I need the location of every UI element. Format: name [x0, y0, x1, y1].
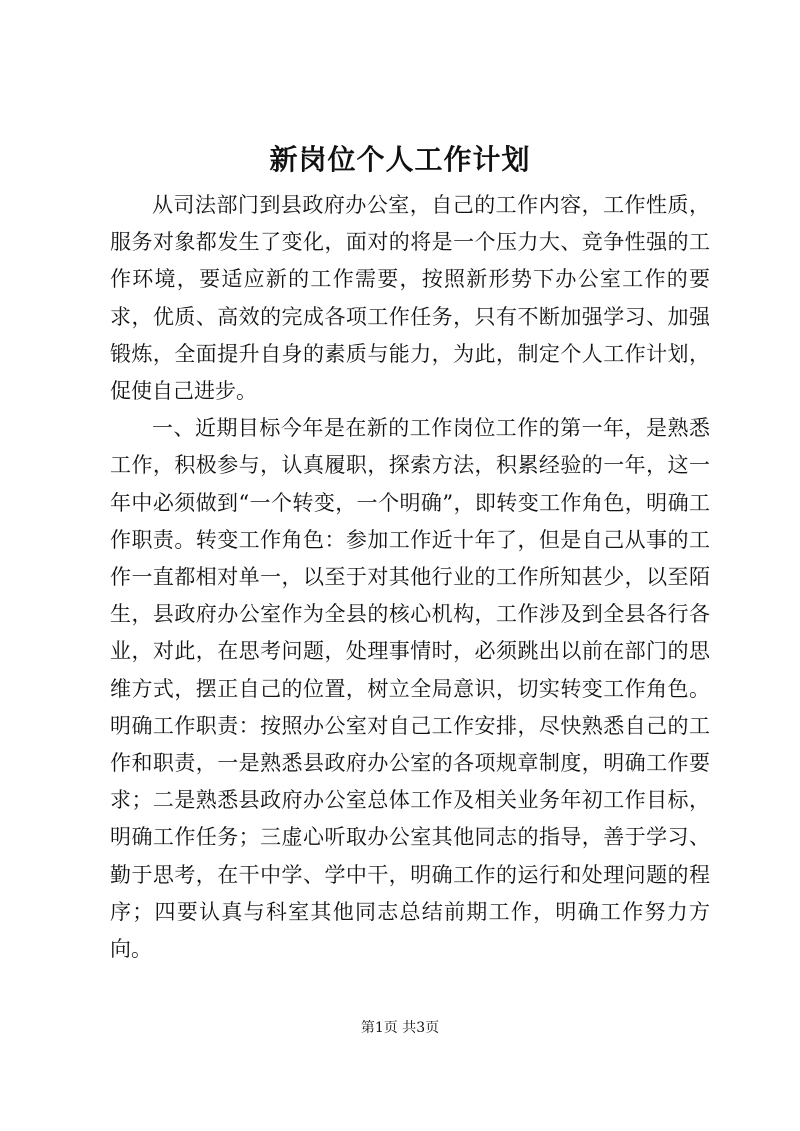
document-body: [110, 187, 710, 968]
document-title: 新岗位个人工作计划: [269, 143, 531, 176]
paragraph-short-term-goal: 一、近期目标今年是在新的工作岗位工作的第一年，是熟悉工作，积极参与，认真履职，探索方法，积累经验的一年，这一年中必须做到“一个转变，一个明确”，即转变工作角色，明确工作职责。转变工作角色：参加工作近十年了，但是自己从事的工作一直都相对单一，以至于对其他行业的工作所知甚少，以至陌生，县政府办公室作为全县的核心机构，工作涉及到全县各行各业，对此，在思考问题，处理事情时，必须跳出以前在部门的思维方式，摆正自己的位置，树立全局意识，切实转变工作角色。明确工作职责：按照办公室对自己工作安排，尽快熟悉自己的工作和职责，一是熟悉县政府办公室的各项规章制度，明确工作要求；二是熟悉县政府办公室总体工作及相关业务年初工作目标，明确工作任务；三虚心听取办公室其他同志的指导，善于学习、勤于思考，在干中学、学中干，明确工作的运行和处理问题的程序；四要认真与科室其他同志总结前期工作，明确工作努力方向。: [110, 416, 710, 962]
page-footer: 第1页 共3页: [360, 1020, 440, 1036]
paragraph-intro: 从司法部门到县政府办公室，自己的工作内容，工作性质，服务对象都发生了变化，面对的将是一个压力大、竞争性强的工作环境，要适应新的工作需要，按照新形势下办公室工作的要求，优质、高效的完成各项工作任务，只有不断加强学习、加强锻炼，全面提升自身的素质与能力，为此，制定个人工作计划，促使自己进步。: [110, 193, 710, 404]
